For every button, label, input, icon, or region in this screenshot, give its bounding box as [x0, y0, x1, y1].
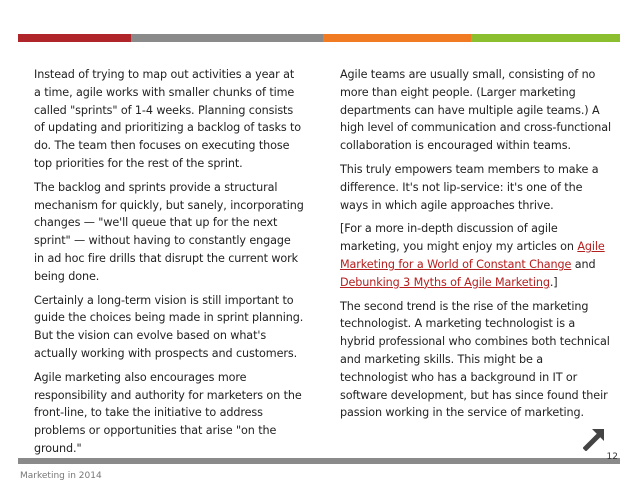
debunking-myths-article-link[interactable]: Debunking 3 Myths of Agile Marketing	[340, 275, 550, 289]
right-paragraph-empowers: This truly empowers team members to make a difference. It's not lip-service: it's one of the ways in which agile approaches thrive.	[340, 162, 599, 212]
articles-closing-text: .]	[549, 275, 558, 289]
bar-segment-gray	[131, 34, 323, 42]
right-paragraph-articles	[340, 220, 612, 291]
left-column	[34, 66, 304, 464]
top-color-bar	[18, 34, 620, 42]
right-paragraph-technologist: The second trend is the rise of the marketing technologist. A marketing technologist is a hybrid professional who combines both technical and marketing skills. This might be a technologist who has a background in IT or software development, but has since found their passion working in the service of marketing.	[340, 299, 610, 420]
bottom-bar	[18, 458, 620, 464]
bar-segment-green	[471, 34, 620, 42]
articles-and-text: and	[574, 257, 596, 271]
bar-segment-orange	[323, 34, 471, 42]
articles-intro-text: [For a more in-depth discussion of agile marketing, you might enjoy my articles on	[340, 222, 574, 254]
left-paragraph-responsibility: Agile marketing also encourages more responsibility and authority for marketers on the front-line, to take the initiative to address problems or opportunities that arise "on the ground."	[34, 370, 302, 455]
left-paragraph-backlog: The backlog and sprints provide a structural mechanism for quickly, but sanely, incorporating changes — "we'll queue that up for the next sprint" — without having to constantly engage in ad hoc fire drills that disrupt the current work being done.	[34, 180, 304, 283]
arrow-up-right-icon[interactable]	[583, 425, 607, 451]
right-paragraph-teams: Agile teams are usually small, consisting of no more than eight people. (Larger marketing departments can have multiple agile teams.) A high level of communication and cross-functional collaboration is encouraged within teams.	[340, 68, 612, 153]
left-paragraph-vision: Certainly a long-term vision is still important to guide the choices being made in sprint planning. But the vision can evolve based on what's actually working with prospects and customers.	[34, 293, 304, 360]
left-paragraph-sprints: Instead of trying to map out activities a year at a time, agile works with smaller chunks of time called "sprints" of 1-4 weeks. Planning consists of updating and prioritizing a backlog of tasks to do. The team then focuses on executing those top priorities for the rest of the sprint.	[34, 68, 302, 170]
right-column	[340, 66, 612, 428]
agile-marketing-article-link[interactable]: Agile Marketing for a World of Constant Change	[340, 240, 605, 271]
bar-segment-red	[18, 34, 131, 42]
footer-title: Marketing in 2014	[20, 471, 102, 481]
page-number: 12	[606, 452, 618, 462]
